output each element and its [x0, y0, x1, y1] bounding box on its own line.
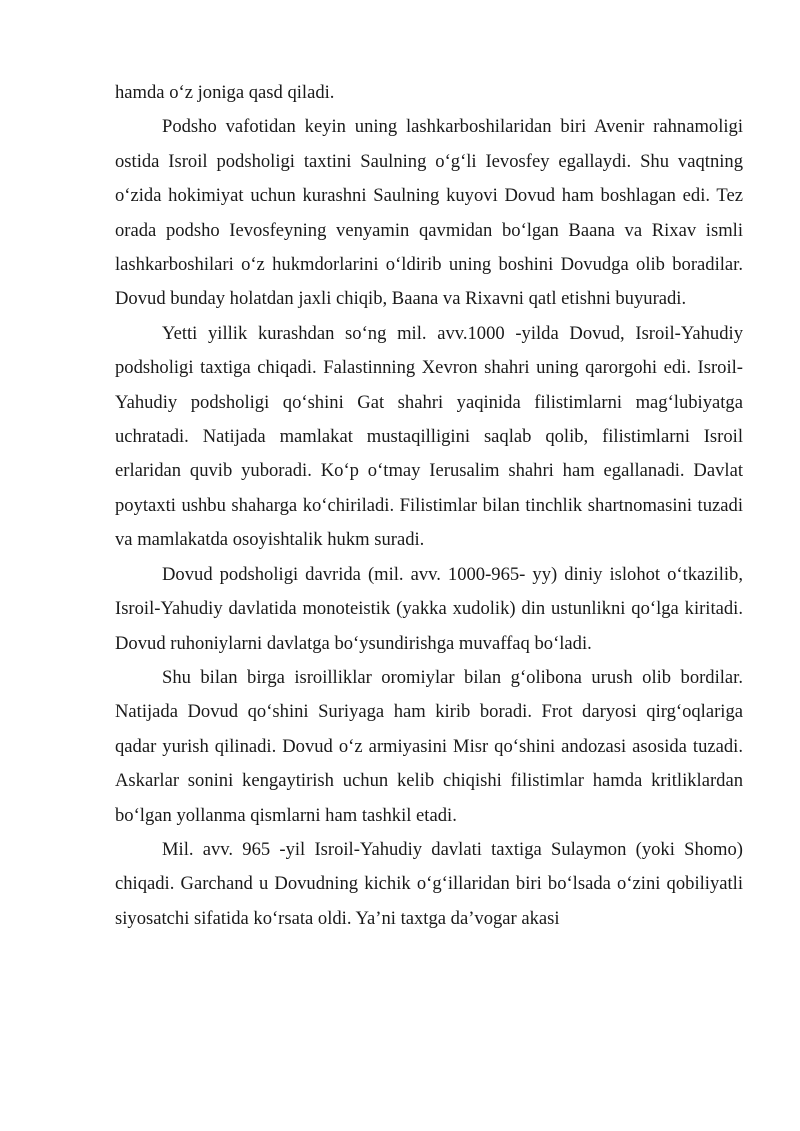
- paragraph: Podsho vafotidan keyin uning lashkarboshilaridan biri Avenir rahnamoligi ostida Isroil podsholigi taxtini Saulning o‘g‘li Ievosfey egallaydi. Shu vaqtning o‘zida hokimiyat uchun kurashni Saulning kuyovi Dovud ham boshlagan edi. Tez orada podsho Ievosfeyning venyamin qavmidan bo‘lgan Baana va Rixav ismli lashkarboshilari o‘z hukmdorlarini o‘ldirib uning boshini Dovudga olib boradilar. Dovud bunday holatdan jaxli chiqib, Baana va Rixavni qatl etishni buyuradi.: [115, 116, 743, 310]
- paragraph: Shu bilan birga isroilliklar oromiylar bilan g‘olibona urush olib bordilar. Natijada Dovud qo‘shini Suriyaga ham kirib boradi. Frot daryosi qirg‘oqlariga qadar yurish qilinadi. Dovud o‘z armiyasini Misr qo‘shini andozasi asosida tuzadi. Askarlar sonini kengaytirish uchun kelib chiqishi filistimlar hamda kritliklardan bo‘lgan yollanma qismlarni ham tashkil etadi.: [115, 666, 743, 826]
- paragraph: Yetti yillik kurashdan so‘ng mil. avv.1000 -yilda Dovud, Isroil-Yahudiy podsholigi taxtiga chiqadi. Falastinning Xevron shahri uning qarorgohi edi. Isroil- Yahudiy podsholigi qo‘shini Gat shahri yaqinida filistimlarni mag‘lubiyatga uchratadi. Natijada mamlakat mustaqilligini saqlab qolib, filistimlarni Isroil erlaridan quvib yuboradi. Ko‘p o‘tmay Ierusalim shahri ham egallanadi. Davlat poytaxti ushbu shaharga ko‘chiriladi. Filistimlar bilan tinchlik shartnomasini tuzadi va mamlakatda osoyishtalik hukm suradi.: [115, 322, 743, 551]
- paragraph-continuation: hamda o‘z joniga qasd qiladi.: [115, 82, 335, 103]
- text-body: [115, 76, 743, 936]
- paragraph: Mil. avv. 965 -yil Isroil-Yahudiy davlati taxtiga Sulaymon (yoki Shomo) chiqadi. Garchand u Dovudning kichik o‘g‘illaridan biri bo‘lsada o‘zini qobiliyatli siyosatchi sifatida ko‘rsata oldi. Ya’ni taxtga da’vogar akasi: [115, 838, 743, 929]
- paragraph: Dovud podsholigi davrida (mil. avv. 1000-965- yy) diniy islohot o‘tkazilib, Isroil-Yahudiy davlatida monoteistik (yakka xudolik) din ustunlikni qo‘lga kiritadi. Dovud ruhoniylarni davlatga bo‘ysundirishga muvaffaq bo‘ladi.: [115, 563, 743, 654]
